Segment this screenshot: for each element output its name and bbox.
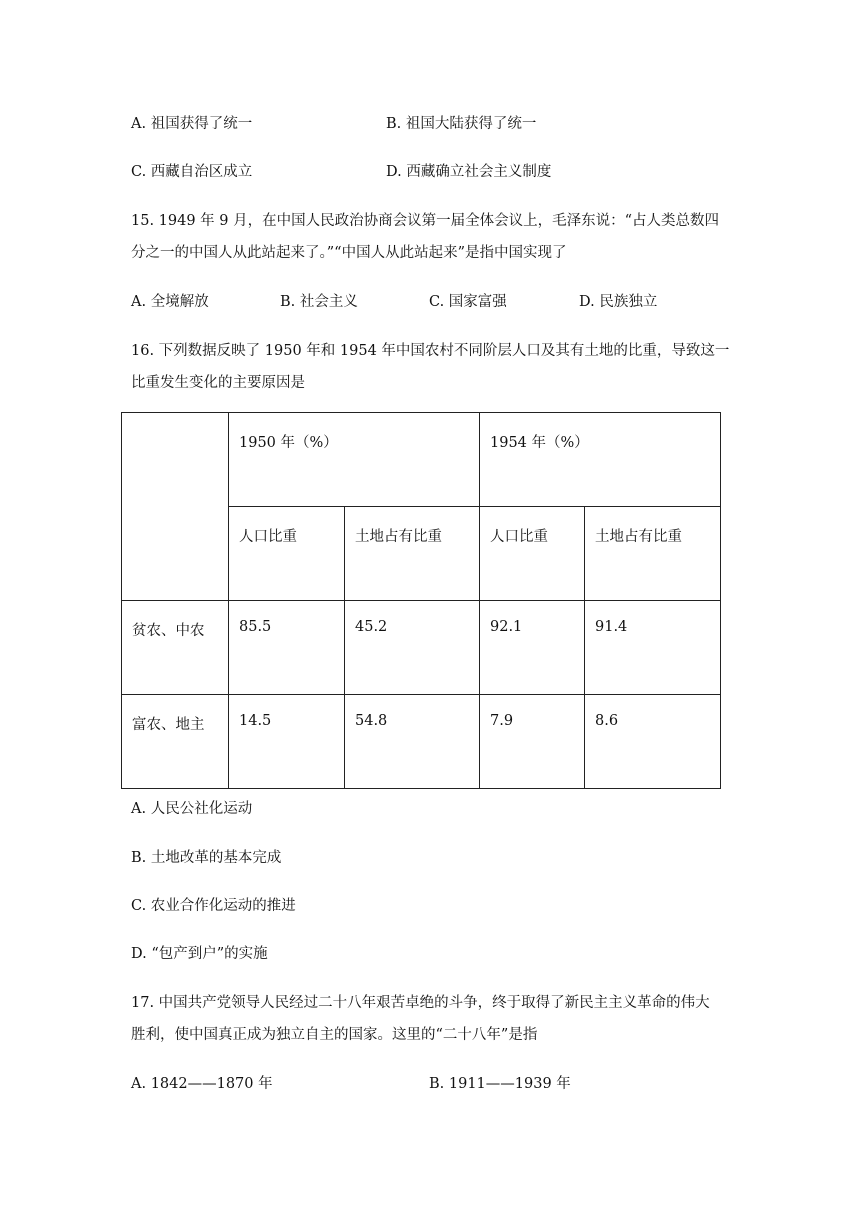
table-cell: 85.5: [229, 601, 345, 695]
q15-option-b: B. 社会主义: [280, 294, 358, 310]
table-cell: 92.1: [480, 601, 585, 695]
q16-option-c: C. 农业合作化运动的推进: [131, 898, 296, 914]
subheader-1954-land: 土地占有比重: [585, 507, 721, 601]
q14-option-a: A. 祖国获得了统一: [131, 116, 253, 132]
subheader-1954-pop: 人口比重: [480, 507, 585, 601]
q15-stem-line1: 15. 1949 年 9 月，在中国人民政治协商会议第一届全体会议上，毛泽东说：“占人类总数四: [131, 213, 720, 229]
table-cell: 8.6: [585, 695, 721, 789]
q14-option-b: B. 祖国大陆获得了统一: [386, 116, 537, 132]
table-header-row: [122, 413, 721, 507]
q14-option-c: C. 西藏自治区成立: [131, 164, 253, 180]
table-cell: 45.2: [345, 601, 480, 695]
q15-option-a: A. 全境解放: [131, 294, 209, 310]
table-corner-cell: [122, 413, 229, 601]
q17-option-b: B. 1911——1939 年: [429, 1076, 571, 1092]
row-label: 贫农、中农: [122, 601, 229, 695]
q16-option-d: D. “包产到户”的实施: [131, 946, 268, 962]
row-label: 富农、地主: [122, 695, 229, 789]
q16-stem-line2: 比重发生变化的主要原因是: [131, 375, 305, 391]
q15-option-d: D. 民族独立: [579, 294, 658, 310]
table-row: [122, 695, 721, 789]
q15-stem-line2: 分之一的中国人从此站起来了。”“中国人从此站起来”是指中国实现了: [131, 245, 567, 261]
q16-option-b: B. 土地改革的基本完成: [131, 850, 282, 866]
table-cell: 54.8: [345, 695, 480, 789]
q15-option-c: C. 国家富强: [429, 294, 507, 310]
table-cell: 14.5: [229, 695, 345, 789]
q16-data-table: [121, 412, 721, 789]
q14-option-d: D. 西藏确立社会主义制度: [386, 164, 552, 180]
q17-option-a: A. 1842——1870 年: [131, 1076, 273, 1092]
q17-stem-line1: 17. 中国共产党领导人民经过二十八年艰苦卓绝的斗争，终于取得了新民主主义革命的伟大: [131, 995, 710, 1011]
header-1954: 1954 年（%）: [480, 413, 721, 507]
table-cell: 91.4: [585, 601, 721, 695]
q16-option-a: A. 人民公社化运动: [131, 801, 253, 817]
subheader-1950-land: 土地占有比重: [345, 507, 480, 601]
header-1950: 1950 年（%）: [229, 413, 480, 507]
table-row: [122, 601, 721, 695]
q16-stem-line1: 16. 下列数据反映了 1950 年和 1954 年中国农村不同阶层人口及其有土地的比重，导致这一: [131, 343, 730, 359]
table-cell: 7.9: [480, 695, 585, 789]
q17-stem-line2: 胜利，使中国真正成为独立自主的国家。这里的“二十八年”是指: [131, 1027, 538, 1043]
subheader-1950-pop: 人口比重: [229, 507, 345, 601]
